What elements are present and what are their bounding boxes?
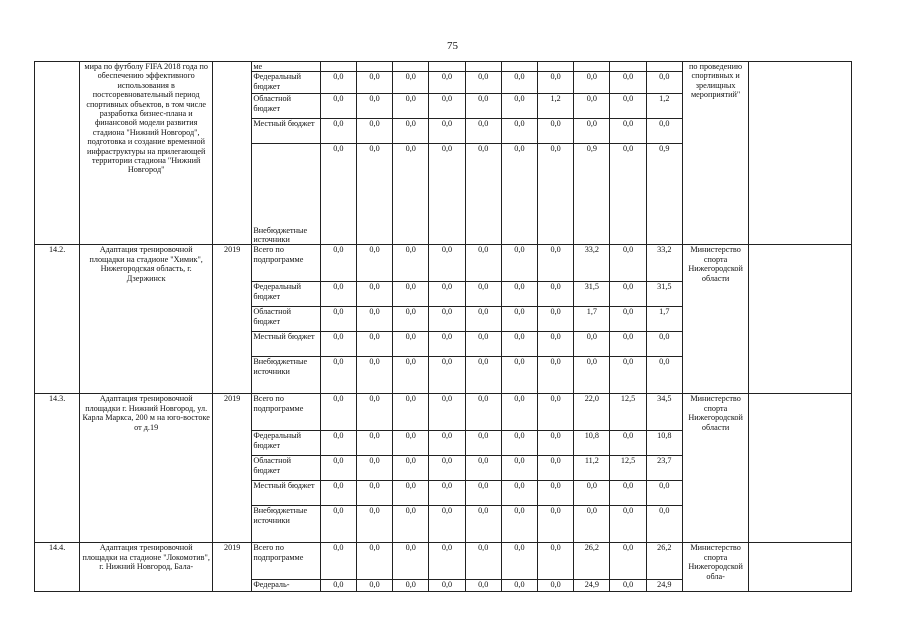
value-cell: 0,0 [538, 357, 574, 394]
value-cell: 1,2 [646, 94, 682, 119]
value-cell: 0,0 [610, 543, 646, 580]
value-cell: 0,0 [501, 282, 537, 307]
item-year-cell: 2019 [213, 245, 252, 394]
value-cell: 0,0 [429, 144, 465, 245]
value-cell: 24,9 [574, 580, 610, 592]
value-cell: 0,0 [465, 431, 501, 456]
value-cell: 0,0 [574, 119, 610, 144]
funding-source-cell: Областной бюджет [252, 307, 320, 332]
value-cell: 0,0 [465, 357, 501, 394]
value-cell: 0,0 [610, 431, 646, 456]
value-cell: 0,0 [646, 332, 682, 357]
value-cell: 0,0 [501, 72, 537, 94]
value-cell: 0,0 [429, 357, 465, 394]
value-cell: 0,0 [393, 456, 429, 481]
value-cell: 0,0 [538, 72, 574, 94]
value-cell: 0,0 [429, 580, 465, 592]
value-cell: 0,0 [393, 481, 429, 506]
value-cell: 0,0 [429, 245, 465, 282]
value-cell: 0,0 [465, 394, 501, 431]
value-cell: 0,0 [610, 94, 646, 119]
item-id-cell: 14.4. [35, 543, 80, 592]
value-cell: 0,0 [538, 481, 574, 506]
value-cell: 0,0 [356, 506, 392, 543]
value-cell: 1,7 [646, 307, 682, 332]
value-cell: 0,0 [610, 481, 646, 506]
value-cell: 0,0 [501, 394, 537, 431]
value-cell: 0,0 [393, 144, 429, 245]
value-cell: 0,0 [356, 431, 392, 456]
value-cell: 0,0 [320, 245, 356, 282]
value-cell [574, 62, 610, 72]
value-cell: 0,0 [501, 94, 537, 119]
value-cell: 10,8 [646, 431, 682, 456]
value-cell [646, 62, 682, 72]
value-cell: 0,0 [320, 481, 356, 506]
value-cell: 22,0 [574, 394, 610, 431]
funding-source-cell: Всего по подпрограмме [252, 394, 320, 431]
value-cell: 0,0 [393, 394, 429, 431]
value-cell: 0,0 [356, 580, 392, 592]
empty-cell [749, 543, 852, 592]
value-cell [538, 62, 574, 72]
value-cell: 0,0 [356, 543, 392, 580]
value-cell: 0,0 [320, 282, 356, 307]
value-cell: 0,0 [393, 72, 429, 94]
value-cell: 0,0 [538, 580, 574, 592]
value-cell: 0,0 [538, 307, 574, 332]
value-cell: 0,0 [574, 357, 610, 394]
value-cell: 0,0 [501, 431, 537, 456]
value-cell: 24,9 [646, 580, 682, 592]
value-cell: 0,0 [465, 332, 501, 357]
value-cell: 0,0 [465, 543, 501, 580]
value-cell: 0,0 [429, 431, 465, 456]
value-cell: 0,0 [610, 282, 646, 307]
empty-cell [749, 245, 852, 394]
value-cell: 0,0 [501, 506, 537, 543]
value-cell: 0,0 [320, 431, 356, 456]
value-cell: 0,0 [429, 456, 465, 481]
value-cell: 0,0 [610, 72, 646, 94]
item-id-cell [35, 62, 80, 245]
value-cell [393, 62, 429, 72]
value-cell: 0,0 [356, 394, 392, 431]
value-cell: 0,0 [501, 580, 537, 592]
value-cell: 0,0 [429, 506, 465, 543]
funding-source-cell: Всего по подпрограмме [252, 543, 320, 580]
value-cell: 0,0 [393, 94, 429, 119]
item-year-cell: 2019 [213, 394, 252, 543]
value-cell: 0,0 [356, 144, 392, 245]
page-number: 75 [447, 40, 458, 52]
funding-source-cell: Внебюджетные источники [252, 144, 320, 245]
item-executor-cell: Министерство спорта Нижегородской области [682, 394, 748, 543]
value-cell: 0,0 [538, 431, 574, 456]
value-cell: 0,0 [501, 119, 537, 144]
value-cell: 0,0 [465, 72, 501, 94]
value-cell: 0,0 [320, 119, 356, 144]
value-cell: 0,0 [429, 94, 465, 119]
value-cell: 0,0 [465, 307, 501, 332]
value-cell: 0,0 [538, 456, 574, 481]
funding-source-cell: Внебюджетные источники [252, 357, 320, 394]
value-cell: 0,0 [538, 543, 574, 580]
funding-source-cell: Областной бюджет [252, 456, 320, 481]
value-cell: 0,0 [429, 332, 465, 357]
value-cell: 0,0 [574, 332, 610, 357]
value-cell [356, 62, 392, 72]
value-cell: 0,0 [610, 144, 646, 245]
value-cell: 0,0 [356, 119, 392, 144]
funding-source-cell: Всего по подпрограмме [252, 245, 320, 282]
value-cell: 0,0 [646, 357, 682, 394]
value-cell: 0,0 [610, 357, 646, 394]
value-cell: 0,0 [320, 394, 356, 431]
value-cell: 0,0 [501, 357, 537, 394]
value-cell: 0,0 [356, 307, 392, 332]
item-description-cell: Адаптация тренировочной площадки на стадионе "Локомотив", г. Нижний Новгород, Бала- [80, 543, 213, 592]
value-cell: 0,0 [429, 543, 465, 580]
value-cell: 0,0 [320, 357, 356, 394]
value-cell: 0,0 [465, 119, 501, 144]
funding-source-cell: Областной бюджет [252, 94, 320, 119]
value-cell [465, 62, 501, 72]
value-cell: 0,0 [320, 94, 356, 119]
value-cell: 12,5 [610, 394, 646, 431]
item-executor-cell: Министерство спорта Нижегородской области [682, 245, 748, 394]
value-cell: 33,2 [646, 245, 682, 282]
value-cell: 0,0 [429, 282, 465, 307]
value-cell: 0,0 [356, 481, 392, 506]
value-cell: 0,0 [465, 506, 501, 543]
value-cell: 0,0 [356, 94, 392, 119]
value-cell: 0,0 [646, 72, 682, 94]
value-cell: 0,0 [320, 144, 356, 245]
table-row [35, 62, 852, 72]
value-cell: 0,0 [320, 580, 356, 592]
value-cell: 0,9 [574, 144, 610, 245]
value-cell: 0,0 [393, 543, 429, 580]
value-cell: 0,0 [610, 307, 646, 332]
value-cell: 0,0 [538, 144, 574, 245]
value-cell: 0,0 [501, 144, 537, 245]
table-body [35, 62, 852, 592]
value-cell: 0,0 [465, 580, 501, 592]
value-cell: 0,0 [501, 332, 537, 357]
empty-cell [749, 394, 852, 543]
value-cell: 0,0 [538, 394, 574, 431]
value-cell: 0,0 [429, 119, 465, 144]
value-cell: 10,8 [574, 431, 610, 456]
value-cell: 0,0 [646, 481, 682, 506]
value-cell: 26,2 [646, 543, 682, 580]
item-id-cell: 14.2. [35, 245, 80, 394]
value-cell: 0,0 [465, 481, 501, 506]
value-cell: 0,0 [538, 506, 574, 543]
funding-source-cell: Федеральный бюджет [252, 282, 320, 307]
value-cell: 0,0 [393, 580, 429, 592]
value-cell: 12,5 [610, 456, 646, 481]
value-cell: 26,2 [574, 543, 610, 580]
value-cell: 0,0 [320, 543, 356, 580]
value-cell: 0,0 [465, 456, 501, 481]
value-cell: 0,0 [393, 357, 429, 394]
value-cell: 0,0 [393, 307, 429, 332]
value-cell: 33,2 [574, 245, 610, 282]
value-cell: 0,0 [320, 506, 356, 543]
value-cell: 1,2 [538, 94, 574, 119]
item-year-cell: 2019 [213, 543, 252, 592]
value-cell: 31,5 [574, 282, 610, 307]
value-cell: 0,0 [320, 332, 356, 357]
value-cell: 0,0 [610, 245, 646, 282]
value-cell: 0,0 [356, 245, 392, 282]
value-cell: 0,0 [574, 506, 610, 543]
funding-source-cell: Местный бюджет [252, 332, 320, 357]
table-row [35, 543, 852, 580]
value-cell: 34,5 [646, 394, 682, 431]
value-cell: 1,7 [574, 307, 610, 332]
value-cell: 0,0 [501, 481, 537, 506]
value-cell: 0,9 [646, 144, 682, 245]
table-row [35, 394, 852, 431]
value-cell: 0,0 [574, 72, 610, 94]
value-cell: 0,0 [393, 282, 429, 307]
funding-source-cell: Внебюджетные источники [252, 506, 320, 543]
funding-source-cell: Местный бюджет [252, 119, 320, 144]
value-cell: 0,0 [429, 481, 465, 506]
value-cell: 0,0 [393, 431, 429, 456]
value-cell: 0,0 [356, 357, 392, 394]
value-cell: 0,0 [610, 332, 646, 357]
item-description-cell: Адаптация тренировочной площадки г. Нижний Новгород, ул. Карла Маркса, 200 м на юго-востоке от д.19 [80, 394, 213, 543]
funding-source-cell: Федеральный бюджет [252, 431, 320, 456]
value-cell: 0,0 [501, 543, 537, 580]
value-cell: 0,0 [574, 94, 610, 119]
value-cell: 0,0 [465, 245, 501, 282]
value-cell [320, 62, 356, 72]
value-cell: 0,0 [429, 394, 465, 431]
value-cell [501, 62, 537, 72]
item-executor-cell: Министерство спорта Нижегородской обла- [682, 543, 748, 592]
value-cell: 0,0 [465, 94, 501, 119]
value-cell: 0,0 [393, 119, 429, 144]
value-cell: 0,0 [465, 144, 501, 245]
value-cell: 11,2 [574, 456, 610, 481]
value-cell: 0,0 [465, 282, 501, 307]
funding-source-cell: Местный бюджет [252, 481, 320, 506]
value-cell: 0,0 [646, 506, 682, 543]
item-description-cell: Адаптация тренировочной площадки на стадионе "Химик", Нижегородская область, г. Дзержинск [80, 245, 213, 394]
item-year-cell [213, 62, 252, 245]
value-cell: 0,0 [320, 307, 356, 332]
value-cell: 0,0 [393, 245, 429, 282]
funding-source-cell: Федеральный бюджет [252, 72, 320, 94]
item-executor-cell: по проведению спортивных и зрелищных мероприятий" [682, 62, 748, 245]
value-cell: 0,0 [538, 119, 574, 144]
value-cell: 0,0 [574, 481, 610, 506]
budget-table [34, 61, 852, 592]
value-cell: 0,0 [538, 332, 574, 357]
value-cell: 0,0 [356, 72, 392, 94]
value-cell: 23,7 [646, 456, 682, 481]
value-cell: 0,0 [320, 456, 356, 481]
value-cell: 0,0 [501, 307, 537, 332]
value-cell: 0,0 [393, 506, 429, 543]
value-cell: 0,0 [393, 332, 429, 357]
item-id-cell: 14.3. [35, 394, 80, 543]
value-cell: 0,0 [356, 456, 392, 481]
value-cell: 0,0 [538, 282, 574, 307]
value-cell: 0,0 [610, 580, 646, 592]
table-row [35, 245, 852, 282]
value-cell [429, 62, 465, 72]
funding-source-cell: Федераль- [252, 580, 320, 592]
value-cell: 0,0 [646, 119, 682, 144]
value-cell: 0,0 [429, 72, 465, 94]
value-cell: 0,0 [356, 332, 392, 357]
value-cell: 0,0 [356, 282, 392, 307]
value-cell: 0,0 [501, 456, 537, 481]
value-cell [610, 62, 646, 72]
value-cell: 0,0 [501, 245, 537, 282]
value-cell: 0,0 [538, 245, 574, 282]
value-cell: 0,0 [610, 506, 646, 543]
funding-source-cell: ме [252, 62, 320, 72]
value-cell: 0,0 [320, 72, 356, 94]
empty-cell [749, 62, 852, 245]
item-description-cell: мира по футболу FIFA 2018 года по обеспечению эффективного использования в постсоревновательный период спортивных объектов, в том числе разработка бизнес-плана и финансовой модели развития стадиона "Нижний Новгород", подготовка и создание временной инфраструктуры на прилегающей территории стадиона "Нижний Новгород" [80, 62, 213, 245]
value-cell: 0,0 [610, 119, 646, 144]
value-cell: 0,0 [429, 307, 465, 332]
value-cell: 31,5 [646, 282, 682, 307]
